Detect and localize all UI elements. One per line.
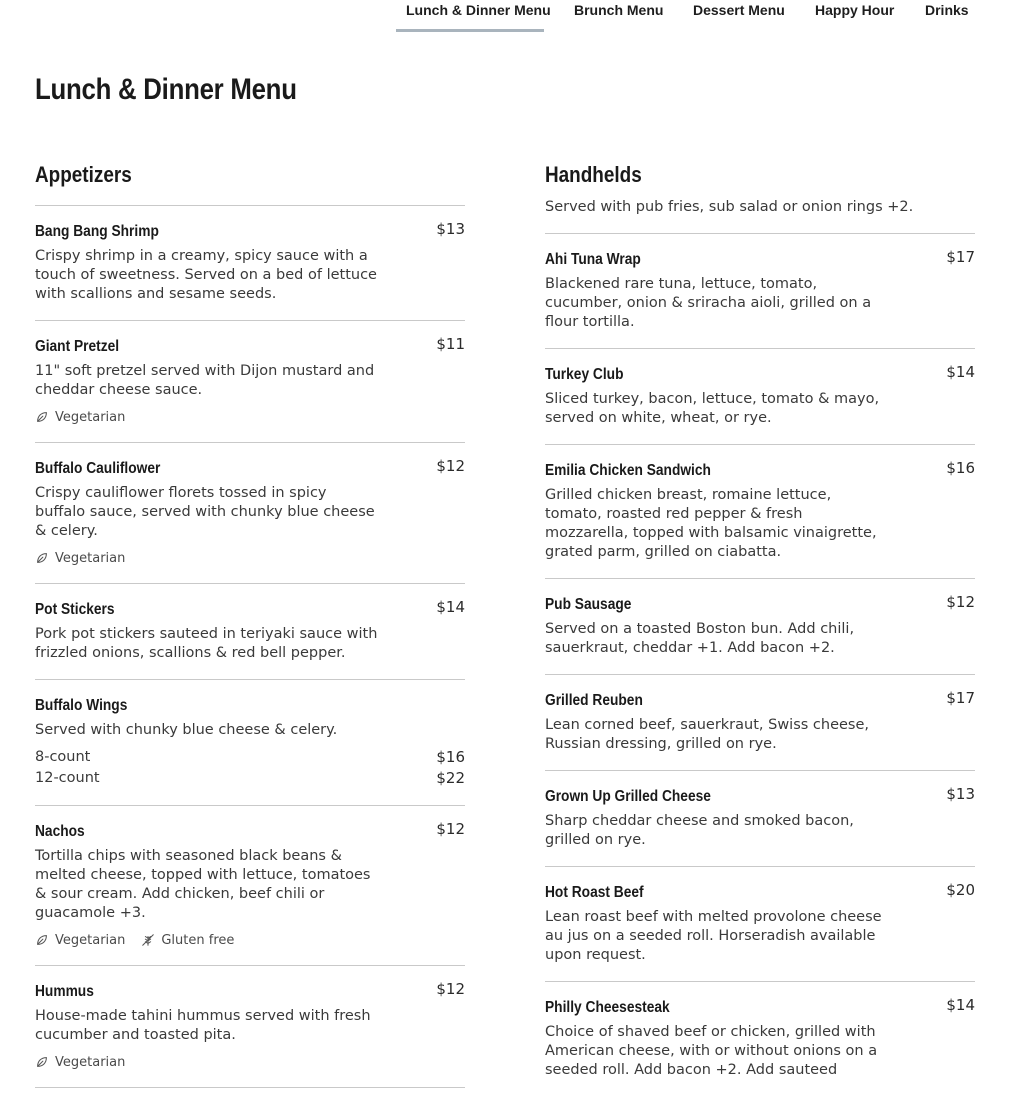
tag-label: Vegetarian — [55, 1054, 126, 1070]
tab-lunch-dinner[interactable] — [396, 2, 551, 32]
item-name: Pub Sausage — [545, 596, 632, 613]
item-name: Giant Pretzel — [35, 338, 120, 355]
tab-dessert[interactable] — [693, 2, 785, 32]
item-description: Sharp cheddar cheese and smoked bacon, grilled on rye. — [545, 813, 854, 848]
item-description: 11" soft pretzel served with Dijon mustard and cheddar cheese sauce. — [35, 363, 375, 398]
gluten-free-tag — [141, 933, 234, 948]
leaf-icon — [35, 1055, 49, 1069]
item-description: Lean roast beef with melted provolone cheese au jus on a seeded roll. Horseradish available upon request. — [545, 909, 882, 963]
item-description: Lean corned beef, sauerkraut, Swiss cheese, Russian dressing, grilled on rye. — [545, 717, 870, 752]
tab-label: Lunch & Dinner Menu — [406, 2, 551, 18]
menu-item — [545, 234, 975, 349]
item-price: $13 — [946, 785, 975, 803]
item-name: Bang Bang Shrimp — [35, 223, 159, 240]
variant-row — [35, 747, 465, 768]
section-title: Handhelds — [545, 162, 642, 187]
item-name: Nachos — [35, 823, 85, 840]
menu-item — [35, 443, 465, 584]
item-price: $12 — [436, 820, 465, 838]
tag-label: Vegetarian — [55, 409, 126, 425]
menu-item — [35, 966, 465, 1088]
item-price: $12 — [436, 457, 465, 475]
item-description: Crispy cauliflower florets tossed in spicy buffalo sauce, served with chunky blue cheese & celery. — [35, 485, 375, 539]
tab-happy-hour[interactable] — [815, 2, 894, 32]
item-name: Philly Cheesesteak — [545, 999, 670, 1016]
page-title: Lunch & Dinner Menu — [35, 73, 297, 106]
item-price: $14 — [946, 363, 975, 381]
tag-label: Vegetarian — [55, 932, 126, 948]
item-description: Grilled chicken breast, romaine lettuce, tomato, roasted red pepper & fresh mozzarella, topped with balsamic vinaigrette, grated parm, grilled on ciabatta. — [545, 487, 877, 560]
item-price: $12 — [946, 593, 975, 611]
item-name: Hot Roast Beef — [545, 884, 644, 901]
vegetarian-tag — [35, 551, 125, 566]
item-description: Choice of shaved beef or chicken, grilled with American cheese, with or without onions on a seeded roll. Add bacon +2. Add sauteed — [545, 1024, 878, 1078]
item-price: $14 — [946, 996, 975, 1014]
menu-item — [545, 771, 975, 867]
menu-item — [545, 579, 975, 675]
tab-drinks[interactable] — [925, 2, 969, 32]
item-name: Hummus — [35, 983, 94, 1000]
item-price: $16 — [946, 459, 975, 477]
section-title: Appetizers — [35, 162, 132, 187]
item-description: House-made tahini hummus served with fresh cucumber and toasted pita. — [35, 1008, 371, 1043]
variant-row — [35, 768, 465, 789]
menu-item — [545, 445, 975, 579]
item-name: Emilia Chicken Sandwich — [545, 462, 711, 479]
item-description: Served with chunky blue cheese & celery. — [35, 722, 338, 738]
item-description: Blackened rare tuna, lettuce, tomato, cucumber, onion & sriracha aioli, grilled on a flour tortilla. — [545, 276, 872, 330]
item-name: Buffalo Wings — [35, 697, 128, 714]
dietary-tags — [35, 408, 465, 426]
menu-item — [545, 867, 975, 982]
item-name: Ahi Tuna Wrap — [545, 251, 641, 268]
menu-item — [35, 206, 465, 321]
leaf-icon — [35, 410, 49, 424]
item-price: $20 — [946, 881, 975, 899]
item-variants — [35, 747, 465, 789]
item-description: Tortilla chips with seasoned black beans & melted cheese, topped with lettuce, tomatoes & sour cream. Add chicken, beef chili or guacamole +3. — [35, 848, 371, 921]
menu-item — [545, 982, 975, 1096]
menu-item — [35, 584, 465, 680]
item-name: Turkey Club — [545, 366, 624, 383]
tag-label: Gluten free — [161, 932, 235, 948]
menu-item — [35, 680, 465, 806]
tab-label: Happy Hour — [815, 2, 895, 18]
section-header — [35, 162, 465, 206]
item-price: $13 — [436, 220, 465, 238]
variant-label: 12-count — [35, 770, 100, 786]
vegetarian-tag — [35, 1055, 125, 1070]
item-name: Buffalo Cauliflower — [35, 460, 161, 477]
leaf-icon — [35, 933, 49, 947]
menu-item — [545, 675, 975, 771]
variant-price: $16 — [436, 748, 465, 766]
vegetarian-tag — [35, 410, 125, 425]
leaf-icon — [35, 551, 49, 565]
item-description: Sliced turkey, bacon, lettuce, tomato & mayo, served on white, wheat, or rye. — [545, 391, 880, 426]
variant-price: $22 — [436, 769, 465, 787]
dietary-tags — [35, 931, 465, 949]
section-note: Served with pub fries, sub salad or onion rings +2. — [545, 199, 914, 215]
tag-label: Vegetarian — [55, 550, 126, 566]
menu-tabs — [0, 0, 1010, 34]
menu-item — [35, 321, 465, 443]
section-header — [545, 162, 975, 234]
item-name: Pot Stickers — [35, 601, 115, 618]
item-price: $17 — [946, 248, 975, 266]
item-description: Served on a toasted Boston bun. Add chili, sauerkraut, cheddar +1. Add bacon +2. — [545, 621, 855, 656]
item-price: $14 — [436, 598, 465, 616]
tab-label: Brunch Menu — [574, 2, 664, 18]
tab-label: Drinks — [925, 2, 969, 18]
handhelds-section — [545, 162, 975, 1096]
menu-item — [545, 349, 975, 445]
tab-brunch[interactable] — [574, 2, 663, 32]
item-description: Crispy shrimp in a creamy, spicy sauce with a touch of sweetness. Served on a bed of lettuce with scallions and sesame seeds. — [35, 248, 377, 302]
menu-item — [35, 806, 465, 966]
item-price: $11 — [436, 335, 465, 353]
item-name: Grown Up Grilled Cheese — [545, 788, 711, 805]
item-price: $12 — [436, 980, 465, 998]
item-description: Pork pot stickers sauteed in teriyaki sauce with frizzled onions, scallions & red bell pepper. — [35, 626, 378, 661]
item-name: Grilled Reuben — [545, 692, 643, 709]
gluten-free-icon — [141, 933, 155, 947]
vegetarian-tag — [35, 933, 125, 948]
dietary-tags — [35, 549, 465, 567]
dietary-tags — [35, 1053, 465, 1071]
item-price: $17 — [946, 689, 975, 707]
tab-label: Dessert Menu — [693, 2, 785, 18]
variant-label: 8-count — [35, 749, 91, 765]
appetizers-section — [35, 162, 465, 1088]
